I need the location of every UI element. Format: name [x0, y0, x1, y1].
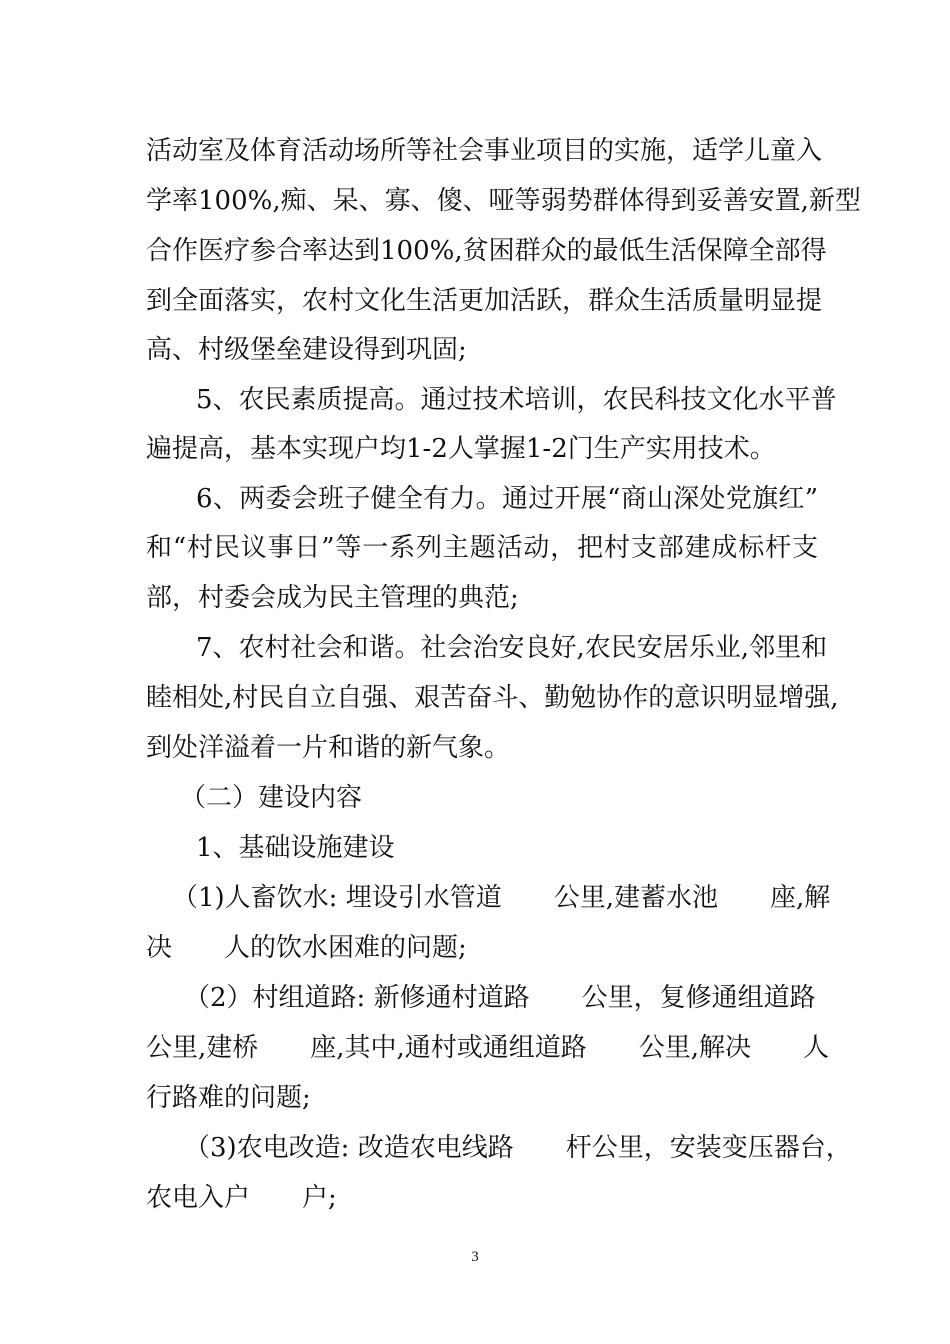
page-number: 3 [471, 1249, 479, 1265]
paragraph-heading: 7、农村社会和谐。社会治安良好,农民安居乐业,邻里和 [196, 633, 828, 663]
text-line: 行路难的问题; [146, 1083, 311, 1113]
text-line: 农电入户 户; [146, 1183, 337, 1213]
text-line: 公里,建桥 座,其中,通村或通组道路 公里,解决 人 [146, 1033, 830, 1063]
paragraph-heading: 5、农民素质提高。通过技术培训，农民科技文化水平普 [196, 385, 837, 415]
text-line: 学率100%,痴、呆、寡、傻、哑等弱势群体得到妥善安置,新型 [146, 186, 861, 216]
text-line: 遍提高，基本实现户均1-2人掌握1-2门生产实用技术。 [146, 434, 776, 464]
text-line: 活动室及体育活动场所等社会事业项目的实施，适学儿童入 [146, 136, 823, 166]
text-line: 到处洋溢着一片和谐的新气象。 [146, 733, 511, 763]
text-line: 合作医疗参合率达到100%,贫困群众的最低生活保障全部得 [146, 236, 827, 266]
text-line: 部，村委会成为民主管理的典范; [146, 583, 519, 613]
text-line: 睦相处,村民自立自强、艰苦奋斗、勤勉协作的意识明显增强, [146, 683, 839, 713]
text-line: 到全面落实，农村文化生活更加活跃，群众生活质量明显提 [146, 286, 823, 316]
paragraph-heading: 6、两委会班子健全有力。通过开展“商山深处党旗红” [196, 484, 818, 514]
text-line: 和“村民议事日”等一系列主题活动，把村支部建成标杆支 [146, 533, 818, 563]
text-line: （2）村组道路: 新修通村道路 公里，复修通组道路 [184, 983, 816, 1013]
subsection-heading: 1、基础设施建设 [196, 833, 395, 863]
text-line: 决 人的饮水困难的问题; [146, 933, 467, 963]
text-line: （3)农电改造: 改造农电线路 杆公里，安装变压器台， [184, 1133, 852, 1163]
text-line: （1)人畜饮水: 埋设引水管道 公里,建蓄水池 座,解 [172, 883, 831, 913]
text-line: 高、村级堡垒建设得到巩固; [146, 335, 467, 365]
section-heading: （二）建设内容 [180, 783, 363, 813]
